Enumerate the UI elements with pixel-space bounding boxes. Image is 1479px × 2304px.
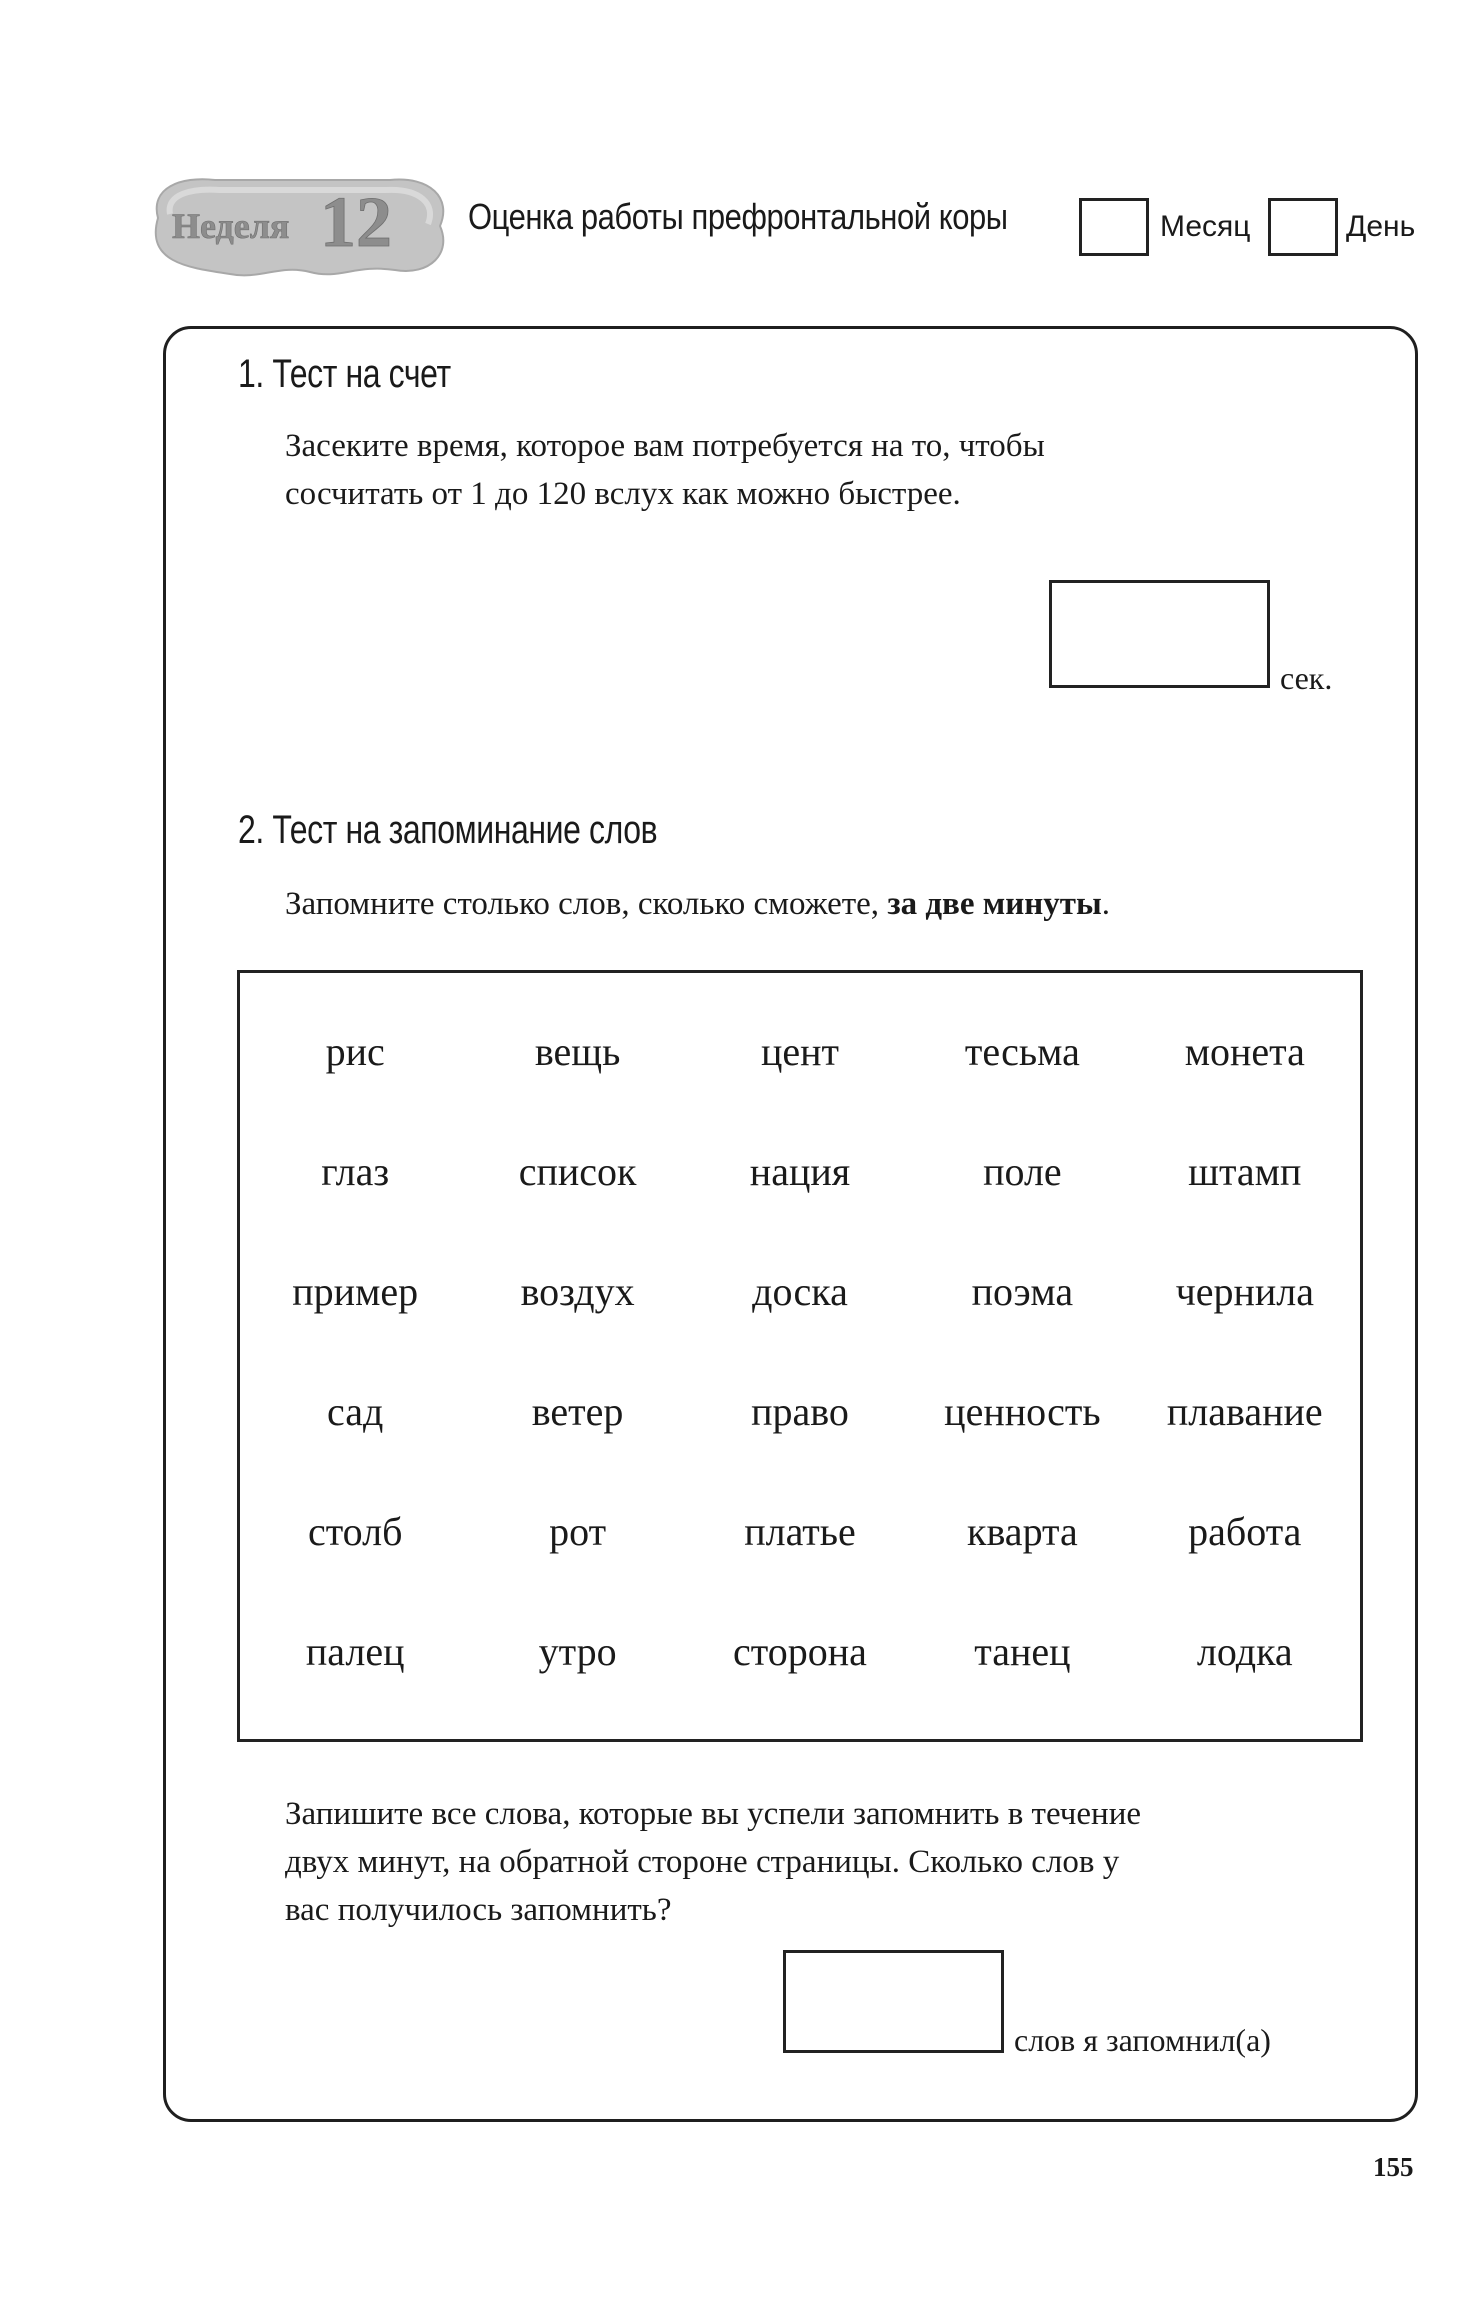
words-grid [240,973,1360,1739]
seconds-input-box[interactable] [1049,580,1270,688]
week-badge [140,168,455,283]
section2-instruction-suffix: . [1101,886,1110,922]
word-cell: ветер [531,1388,624,1434]
word-cell: утро [538,1628,617,1674]
word-cell: нация [749,1148,851,1194]
recall-instruction [285,1790,1141,1934]
word-cell: ценность [944,1388,1101,1434]
recall-line2: двух минут, на обратной стороне страницы. Сколько слов у [285,1844,1120,1880]
word-cell: рот [549,1508,607,1554]
recall-line1: Запишите все слова, которые вы успели запомнить в течение [285,1796,1142,1832]
word-cell: поле [983,1148,1062,1194]
word-cell: вещь [534,1028,621,1074]
section1-title: 1. Тест на счет [238,352,451,396]
word-cell: столб [307,1508,403,1554]
seconds-unit-label: сек. [1280,660,1333,696]
word-cell: список [518,1148,637,1194]
page-title: Оценка работы префронтальной коры [468,196,1008,237]
word-cell: рис [325,1028,385,1074]
word-cell: сторона [733,1628,867,1674]
word-cell: палец [305,1628,405,1674]
section1-instruction-line2: сосчитать от 1 до 120 вслух как можно быстрее. [285,476,961,512]
words-table [237,970,1363,1742]
day-label: День [1346,210,1416,243]
word-cell: тесьма [964,1028,1080,1074]
word-cell: монета [1184,1028,1305,1074]
word-cell: чернила [1175,1268,1314,1314]
week-number: 12 [320,182,392,262]
word-cell: цент [760,1028,840,1074]
word-cell: пример [292,1268,419,1314]
words-count-label: слов я запомнил(а) [1014,2022,1271,2058]
page-number: 155 [1373,2152,1414,2182]
word-cell: сад [327,1388,384,1434]
section1-instruction-line1: Засеките время, которое вам потребуется на то, чтобы [285,428,1045,464]
word-cell: лодка [1196,1628,1293,1674]
month-label: Месяц [1160,210,1251,243]
section1-instruction [285,422,1045,518]
word-cell: право [751,1388,849,1434]
word-cell: кварта [967,1508,1078,1554]
section2-instruction-bold: за две минуты [887,886,1102,922]
word-cell: платье [744,1508,856,1554]
recall-line3: вас получилось запомнить? [285,1892,672,1928]
word-cell: работа [1188,1508,1302,1554]
word-cell: штамп [1188,1148,1302,1194]
week-label: Неделя [172,206,290,246]
word-cell: плавание [1166,1388,1323,1434]
word-cell: доска [752,1268,848,1314]
section2-instruction-prefix: Запомните столько слов, сколько сможете, [285,886,888,922]
word-cell: поэма [971,1268,1074,1314]
word-cell: воздух [520,1268,635,1314]
section2-instruction [285,880,1110,928]
day-input-box[interactable] [1268,198,1338,256]
word-cell: глаз [321,1148,390,1194]
words-count-input-box[interactable] [783,1950,1004,2053]
word-cell: танец [974,1628,1071,1674]
month-input-box[interactable] [1079,198,1149,256]
section2-title: 2. Тест на запоминание слов [238,808,658,852]
